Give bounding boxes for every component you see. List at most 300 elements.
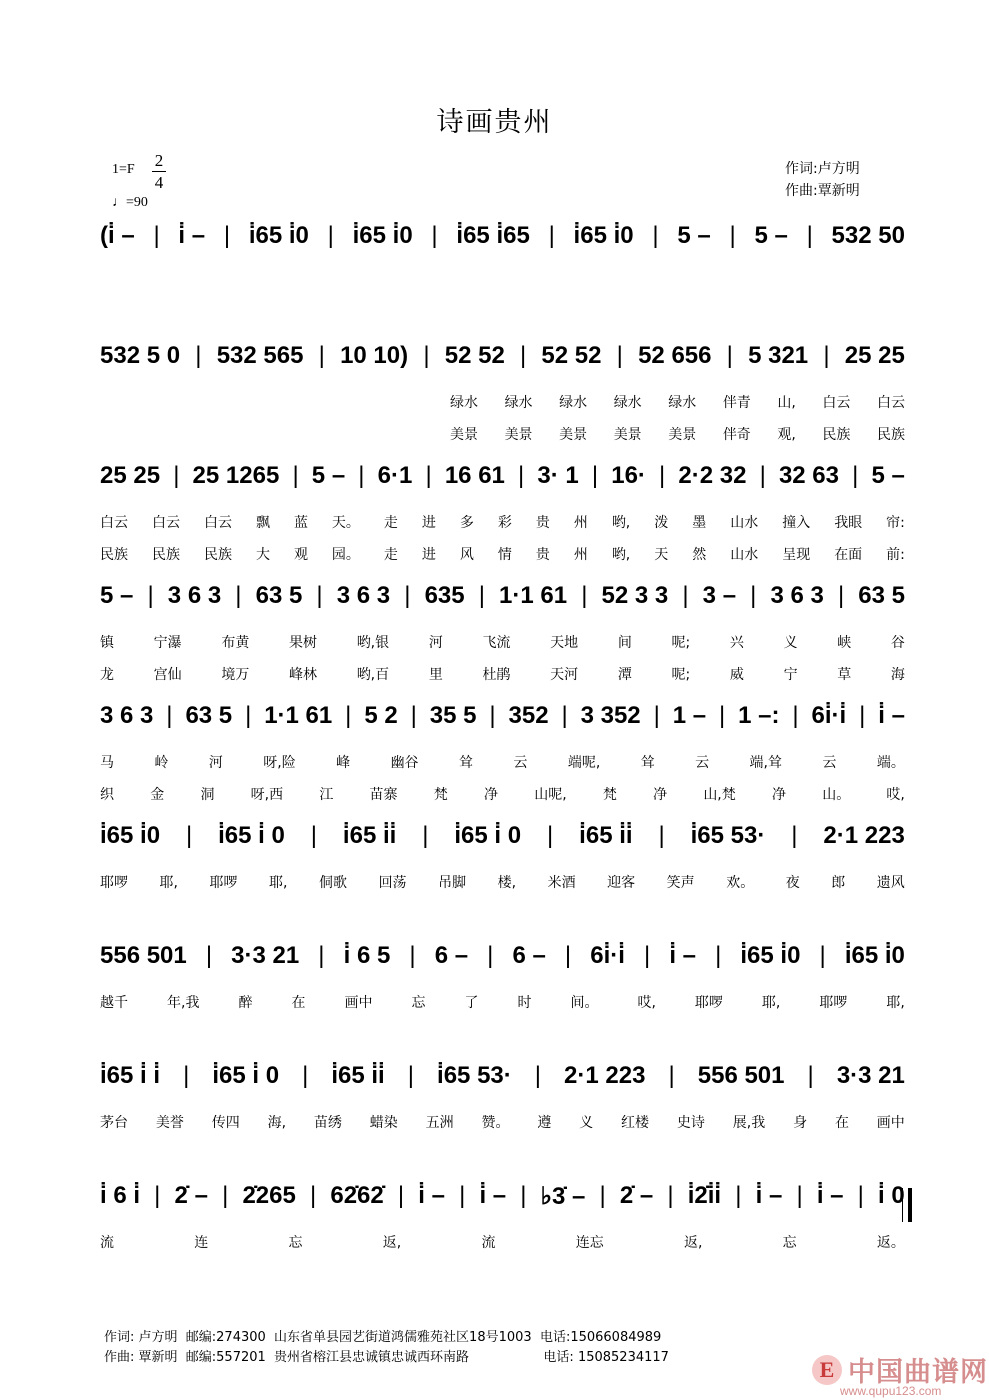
lyric-word: 耶啰 [209, 875, 238, 891]
lyric-word: 里 [428, 667, 443, 683]
lyric-word: 回荡 [378, 875, 407, 891]
lyric-word: 白云 [822, 395, 851, 411]
lyric-word: 海 [890, 667, 905, 683]
lyric-word: 郎 [831, 875, 846, 891]
lyric-line [100, 512, 905, 532]
lyric-word: 龙 [100, 667, 114, 683]
lyric-word: 哟,百 [356, 667, 390, 683]
lyric-word: 然 [692, 547, 707, 563]
lyric-word: 蓝 [293, 515, 308, 531]
measure: 352 [508, 702, 549, 729]
barline: | [185, 822, 193, 849]
lyric-word: 红楼 [621, 1115, 650, 1131]
lyric-word: 山呢, [534, 787, 567, 803]
barline: | [819, 942, 826, 969]
lyric-word: 耶啰 [819, 995, 848, 1011]
measure: 10 10) [340, 342, 409, 369]
lyric-word: 流 [481, 1235, 496, 1251]
measure: 2·2 32 [678, 462, 747, 489]
barline: | [750, 582, 757, 609]
lyric-word: 我眼 [834, 515, 863, 531]
lyric-word: 天 [654, 547, 669, 563]
lyric-word: 马 [100, 755, 114, 771]
lyric-word: 兴 [729, 635, 744, 651]
lyric-word: 园。 [331, 547, 360, 563]
lyric-word: 传四 [211, 1115, 240, 1131]
barline: | [548, 222, 555, 249]
barline: | [292, 462, 299, 489]
lyric-word: 风 [459, 547, 474, 563]
lyric-word: 民族 [876, 427, 905, 443]
measure: 25 25 [100, 462, 161, 489]
measure: i̇ – [755, 1182, 783, 1209]
barline: | [729, 222, 736, 249]
lyric-word: 净 [653, 787, 668, 803]
lyric-word: 宁 [783, 667, 798, 683]
barline: | [153, 222, 160, 249]
measure: 3 352 [580, 702, 641, 729]
lyric-word: 年,我 [167, 995, 200, 1011]
lyric-word: 返, [683, 1235, 703, 1251]
lyric-line [100, 544, 905, 564]
lyric-word: 绿水 [668, 395, 697, 411]
barline: | [652, 222, 659, 249]
lyric-word: 间 [617, 635, 632, 651]
measure: 3 6 3 [167, 582, 222, 609]
barline: | [205, 942, 213, 969]
lyric-word: 宁瀑 [153, 635, 182, 651]
measure: ♭3̇ – [540, 1183, 586, 1210]
measure: 556 501 [697, 1062, 785, 1089]
final-barline [902, 1188, 912, 1222]
lyric-word: 峰林 [289, 667, 318, 683]
notation-system [100, 1062, 905, 1106]
notation-system [100, 582, 905, 626]
notation-system [100, 702, 905, 746]
barline: | [837, 582, 845, 609]
measure: 2·1 223 [564, 1062, 646, 1089]
barline: | [318, 942, 325, 969]
lyric-word: 伴奇 [722, 427, 751, 443]
lyric-word: 进 [421, 547, 436, 563]
barline: | [534, 1062, 542, 1089]
time-sig-top: 2 [154, 151, 164, 170]
lyric-word: 楼, [497, 875, 517, 891]
barline: | [823, 342, 830, 369]
lyric-word: 杜鹃 [482, 667, 511, 683]
lyric-word: 情 [497, 547, 512, 563]
barline: | [478, 582, 485, 609]
barline: | [245, 702, 252, 729]
barline: | [591, 462, 599, 489]
lyric-word: 耶, [159, 875, 178, 891]
barline: | [715, 942, 722, 969]
lyric-word: 民族 [151, 547, 180, 563]
lyric-word: 山,梵 [703, 787, 736, 803]
lyric-word: 谷 [890, 635, 905, 651]
key-signature: 1=F [112, 162, 135, 177]
measure: 25 25 [844, 342, 905, 369]
barline: | [235, 582, 242, 609]
measure: 5 – [754, 222, 788, 249]
lyric-word: 遗风 [876, 875, 905, 891]
measure: i̇65 i̇ i̇ [100, 1062, 161, 1089]
notation-line [100, 1062, 905, 1090]
barline: | [166, 702, 173, 729]
lyric-word: 在 [834, 1115, 849, 1131]
lyric-word: 端呢, [567, 755, 601, 771]
measure: 5 – [871, 462, 905, 489]
lyric-word: 史诗 [676, 1115, 705, 1131]
lyric-word: 观, [777, 427, 796, 443]
lyric-word: 山水 [730, 547, 759, 563]
measure: 2̇ – [174, 1182, 208, 1209]
lyric-word: 潭 [617, 667, 632, 683]
barline: | [564, 942, 572, 969]
lyric-word: 洞 [200, 787, 215, 803]
time-sig-bar [152, 171, 166, 172]
lyric-word: 峡 [837, 635, 852, 651]
lyric-word: 遵 [537, 1115, 552, 1131]
barline: | [718, 702, 726, 729]
watermark-name: 中国曲谱网 [848, 1357, 988, 1388]
lyric-word: 身 [793, 1115, 808, 1131]
barline: | [489, 702, 496, 729]
barline: | [173, 462, 180, 489]
lyric-word: 哎, [637, 995, 656, 1011]
lyric-word: 耶啰 [100, 875, 128, 891]
barline: | [796, 1182, 803, 1209]
measure: 5 – [100, 582, 134, 609]
lyric-word: 吊脚 [438, 875, 467, 891]
lyric-word: 醉 [238, 995, 253, 1011]
notation-line [100, 1182, 905, 1211]
measure: 6 – [512, 942, 546, 969]
lyric-word: 江 [319, 787, 334, 803]
measure: i̇65 i̇i̇ [579, 822, 633, 849]
watermark-url: www.qupu123.com [840, 1384, 942, 1398]
lyric-word: 端。 [876, 755, 905, 771]
lyric-word: 威 [729, 667, 744, 683]
barline: | [318, 342, 325, 369]
measure: 35 5 [429, 702, 477, 729]
lyric-word: 织 [100, 787, 114, 803]
lyric-word: 天。 [331, 515, 360, 531]
barline: | [310, 822, 317, 849]
measure: 6i̇·i̇ [590, 942, 625, 969]
lyric-word: 山。 [822, 787, 851, 803]
barline: | [759, 462, 766, 489]
measure: i̇ – [816, 1182, 844, 1209]
barline: | [616, 342, 623, 369]
measure: 5 321 [748, 342, 809, 369]
song-title: 诗画贵州 [436, 107, 553, 138]
barline: | [519, 342, 527, 369]
lyric-word: 山, [777, 395, 796, 411]
lyric-word: 哟, [611, 547, 631, 563]
lyric-word: 境万 [221, 667, 250, 683]
lyric-word: 呢; [671, 667, 691, 683]
barline: | [423, 342, 430, 369]
tempo-marking: ♩=90 [112, 195, 148, 210]
measure: i̇65 i̇i̇ [342, 822, 397, 849]
measure: 532 50 [831, 222, 905, 249]
measure: i̇65 i̇0 [352, 222, 413, 249]
lyric-word: 时 [517, 995, 532, 1011]
lyric-word: 进 [421, 515, 436, 531]
measure: i̇65 i̇0 [248, 222, 309, 249]
credits [785, 158, 860, 202]
barline: | [726, 342, 733, 369]
lyric-word: 侗歌 [319, 875, 348, 891]
lyric-word: 耶, [761, 995, 781, 1011]
barline: | [791, 822, 798, 849]
barline: | [792, 702, 799, 729]
lyric-word: 果树 [289, 635, 318, 651]
lyric-word: 大 [255, 547, 270, 563]
measure: 635 [424, 582, 465, 609]
lyric-word: 耶, [269, 875, 288, 891]
lyric-word: 白云 [151, 515, 180, 531]
measure: i̇ – [178, 222, 206, 249]
measure: 5 – [311, 462, 346, 489]
measure: 3· 1 [537, 462, 579, 489]
lyric-word: 帘: [886, 515, 905, 531]
lyric-word: 在 [291, 995, 306, 1011]
lyric-word: 画中 [344, 995, 373, 1011]
lyric-line [100, 664, 905, 684]
lyric-word: 云 [695, 755, 710, 771]
measure: 52 52 [444, 342, 505, 369]
barline: | [459, 1182, 466, 1209]
measure: 532 5 0 [100, 342, 181, 369]
lyric-word: 绿水 [559, 395, 588, 411]
barline: | [309, 1182, 317, 1209]
measure: i̇2̇i̇i̇ [687, 1182, 722, 1209]
barline: | [561, 702, 568, 729]
measure: i̇ – [418, 1182, 445, 1209]
barline: | [735, 1182, 742, 1209]
lyric-word: 米酒 [547, 875, 576, 891]
measure: 52 52 [541, 342, 602, 369]
lyric-word: 迎客 [607, 875, 636, 891]
barline: | [806, 222, 813, 249]
barline: | [520, 1182, 527, 1209]
barline: | [668, 1062, 675, 1089]
measure: i̇65 i̇0 [573, 222, 634, 249]
notation-system [100, 462, 905, 506]
barline: | [644, 942, 651, 969]
barline: | [653, 702, 660, 729]
lyric-word: 墨 [692, 515, 707, 531]
lyric-line [100, 872, 905, 892]
measure: i̇ – [669, 942, 696, 969]
barline: | [682, 582, 689, 609]
measure: i̇ 6 i̇ [100, 1182, 141, 1209]
lyric-word: 民族 [822, 427, 851, 443]
lyric-word: 呢; [671, 635, 691, 651]
measure: i̇ 6 5 [343, 942, 391, 969]
lyric-word: 连 [194, 1235, 209, 1251]
lyric-word: 峰 [336, 755, 351, 771]
lyric-word: 哟, [611, 515, 631, 531]
lyric-word: 梵 [602, 787, 617, 803]
barline: | [518, 462, 525, 489]
barline: | [658, 822, 665, 849]
footer-line-composer: 作曲: 覃新明 邮编:557201 贵州省榕江县忠诚镇忠诚西环南路 电话: 15085234117 [104, 1350, 669, 1365]
barline: | [425, 462, 432, 489]
lyric-word: 河 [208, 755, 223, 771]
time-signature [152, 152, 166, 191]
measure: 6 – [434, 942, 469, 969]
lyric-word: 伴青 [722, 395, 751, 411]
measure: 3 6 3 [100, 702, 154, 729]
barline: | [397, 1182, 405, 1209]
barline: | [410, 702, 417, 729]
lyric-word: 云 [513, 755, 528, 771]
measure: i̇65 53· [437, 1062, 512, 1089]
measure: 6·1 [377, 462, 413, 489]
barline: | [852, 462, 859, 489]
lyric-word: 端,耸 [749, 755, 782, 771]
measure: 5 – [677, 222, 711, 249]
lyric-word: 白云 [203, 515, 232, 531]
barline: | [327, 222, 334, 249]
lyric-word: 山水 [730, 515, 759, 531]
measure: 3·3 21 [836, 1062, 905, 1089]
measure: 52 3 3 [601, 582, 669, 609]
measure: 5 2 [364, 702, 398, 729]
lyric-word: 白云 [876, 395, 905, 411]
barline: | [599, 1182, 606, 1209]
barline: | [358, 462, 365, 489]
lyric-word: 岭 [154, 755, 169, 771]
lyric-word: 忘 [782, 1235, 797, 1251]
lyric-word: 了 [464, 995, 479, 1011]
lyric-word: 间。 [570, 995, 599, 1011]
measure: 63 5 [185, 702, 233, 729]
measure: i̇ – [878, 702, 905, 729]
lyric-word: 美景 [504, 427, 533, 443]
lyric-word: 返。 [876, 1235, 905, 1251]
measure: 3·3 21 [231, 942, 300, 969]
barline: | [316, 582, 323, 609]
lyric-line [100, 1232, 905, 1252]
notation-system [100, 342, 905, 386]
lyric-word: 走 [383, 515, 398, 531]
lyric-word: 天地 [550, 635, 579, 651]
lyric-word: 白云 [100, 515, 128, 531]
lyric-word: 呀,西 [250, 787, 284, 803]
measure: 532 565 [216, 342, 304, 369]
measure: i̇65 i̇i̇ [331, 1062, 385, 1089]
lyricist-credit: 作词:卢方明 [785, 161, 860, 177]
lyric-word: 观 [293, 547, 308, 563]
lyric-word: 美誉 [155, 1115, 184, 1131]
lyric-word: 展,我 [732, 1115, 766, 1131]
lyric-word: 耶, [886, 995, 905, 1011]
lyric-word: 哎, [886, 787, 905, 803]
lyric-word: 幽谷 [390, 755, 419, 771]
measure: 32 63 [778, 462, 839, 489]
barline: | [659, 462, 666, 489]
measure: 16 61 [444, 462, 505, 489]
notation-line [100, 222, 905, 250]
barline: | [667, 1182, 674, 1209]
lyric-word: 耶啰 [694, 995, 723, 1011]
measure: 2·1 223 [823, 822, 905, 849]
lyric-word: 宫仙 [153, 667, 182, 683]
lyric-word: 义 [579, 1115, 594, 1131]
measure: 16· [611, 462, 646, 489]
lyric-word: 彩 [497, 515, 512, 531]
measure: i̇ 0 [878, 1182, 905, 1209]
lyric-word: 画中 [876, 1115, 905, 1131]
lyric-line [100, 424, 905, 444]
measure: 2̇265 [242, 1182, 296, 1209]
lyric-word: 金 [150, 787, 165, 803]
notation-line [100, 822, 905, 850]
barline: | [147, 582, 154, 609]
lyric-word: 夜 [785, 875, 800, 891]
lyric-word: 民族 [100, 547, 128, 563]
lyric-word: 忘 [288, 1235, 303, 1251]
lyric-word: 赞。 [481, 1115, 510, 1131]
lyric-line [100, 784, 905, 804]
barline: | [859, 702, 866, 729]
lyric-line [100, 392, 905, 412]
measure: 1 – [672, 702, 707, 729]
measure: i̇65 i̇ 0 [212, 1062, 280, 1089]
measure: 25 1265 [192, 462, 280, 489]
lyric-word: 绿水 [450, 395, 478, 411]
measure: i̇ – [479, 1182, 507, 1209]
notation-line [100, 582, 905, 610]
barline: | [547, 822, 554, 849]
measure: i̇65 i̇65 [456, 222, 530, 249]
lyric-word: 贵 [535, 547, 550, 563]
lyric-word: 呀,险 [263, 755, 296, 771]
lyric-word: 前: [886, 547, 905, 563]
composer-credit: 作曲:覃新明 [785, 183, 860, 199]
measure: 3 – [702, 582, 737, 609]
lyric-word: 忘 [411, 995, 426, 1011]
lyric-word: 在面 [834, 547, 863, 563]
lyric-word: 走 [383, 547, 398, 563]
lyric-word: 苗绣 [313, 1115, 342, 1131]
lyric-word: 茅台 [100, 1115, 128, 1131]
lyric-word: 绿水 [504, 395, 533, 411]
barline: | [404, 582, 411, 609]
lyric-word: 飘 [255, 515, 270, 531]
lyric-line [100, 1112, 905, 1132]
measure: 52 656 [638, 342, 712, 369]
lyric-word: 欢。 [726, 875, 755, 891]
lyric-word: 美景 [450, 427, 478, 443]
barline: | [345, 702, 352, 729]
measure: (i̇ – [100, 222, 135, 249]
measure: 1 –: [738, 702, 780, 729]
lyric-word: 泼 [654, 515, 669, 531]
notation-line [100, 462, 905, 490]
barline: | [183, 1062, 190, 1089]
lyric-word: 哟,银 [356, 635, 390, 651]
barline: | [431, 222, 438, 249]
lyric-word: 笑声 [666, 875, 695, 891]
barline: | [487, 942, 494, 969]
measure: i̇65 i̇0 [740, 942, 801, 969]
measure: 3 6 3 [336, 582, 391, 609]
